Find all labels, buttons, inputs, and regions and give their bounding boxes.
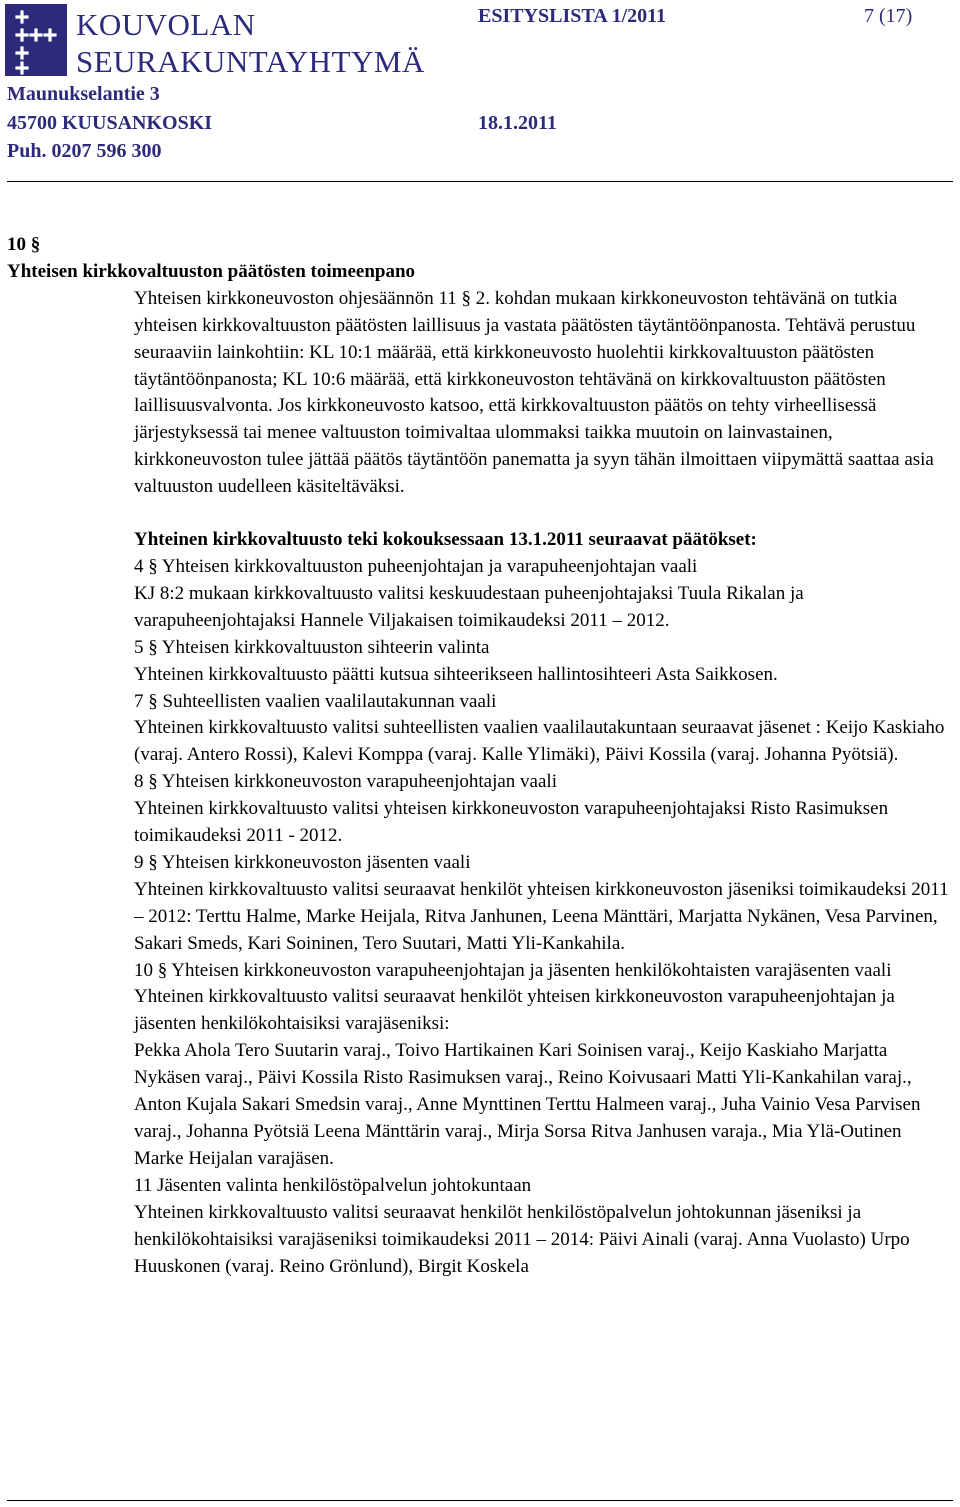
item-text: Yhteinen kirkkovaltuusto valitsi yhteisen kirkkoneuvoston varapuheenjohtajaksi Risto Rasimuksen toimikaudeksi 2011 - 2012.	[134, 798, 889, 847]
item-title: 4 § Yhteisen kirkkovaltuuston puheenjohtajan ja varapuheenjohtajan vaali	[134, 555, 698, 577]
phone-number: Puh. 0207 596 300	[7, 140, 162, 162]
item-title: 7 § Suhteellisten vaalien vaalilautakunnan vaali	[134, 690, 497, 712]
item-text: Yhteinen kirkkovaltuusto valitsi seuraavat henkilöt yhteisen kirkkoneuvoston varapuheenjohtajan ja jäsenten henkilökohtaisiksi varajäseniksi:	[134, 986, 895, 1035]
item-text-substitutes: Pekka Ahola Tero Suutarin varaj., Toivo Hartikainen Kari Soinisen varaj., Keijo Kaskiaho Marjatta Nykäsen varaj., Päivi Kossila Risto Rasimuksen varaj., Reino Koivusaari Matti Yli-Kankahilan varaj., Anton Kujala Sakari Smedsin varaj., Anne Mynttinen Terttu Halmeen varaj., Juha Vainio Vesa Parvisen varaj., Johanna Pyötsiä Leena Mänttärin varaj., Mirja Sorsa Ritva Janhusen varaja., Mia Ylä-Outinen Marke Heijalan varajäsen.	[134, 1040, 921, 1169]
item-title: 9 § Yhteisen kirkkoneuvoston jäsenten vaali	[134, 851, 471, 873]
document-title: ESITYSLISTA 1/2011	[478, 5, 667, 27]
org-name-line2: SEURAKUNTAYHTYMÄ	[76, 44, 425, 79]
cross-logo-icon	[5, 4, 67, 76]
item-title: 10 § Yhteisen kirkkoneuvoston varapuheenjohtajan ja jäsenten henkilökohtaisten varajäsenten vaali	[134, 959, 892, 981]
letterhead	[0, 0, 960, 180]
document-body	[7, 232, 957, 1280]
section-number: 10 §	[7, 234, 41, 255]
page-number: 7 (17)	[864, 5, 913, 27]
item-title: 11 Jäsenten valinta henkilöstöpalvelun johtokuntaan	[134, 1174, 532, 1196]
address-city: 45700 KUUSANKOSKI	[7, 112, 213, 134]
item-text: Yhteinen kirkkovaltuusto päätti kutsua sihteerikseen hallintosihteeri Asta Saikkosen.	[134, 663, 778, 685]
section-body	[134, 286, 955, 1281]
organization-name	[76, 6, 425, 80]
item-text: KJ 8:2 mukaan kirkkovaltuusto valitsi keskuudestaan puheenjohtajaksi Tuula Rikalan ja varapuheenjohtajaksi Hannele Viljakaisen toimikaudeksi 2011 – 2012.	[134, 582, 804, 631]
footer-divider	[7, 1500, 953, 1501]
org-name-line1: KOUVOLAN	[76, 7, 256, 42]
item-title: 8 § Yhteisen kirkkoneuvoston varapuheenjohtajan vaali	[134, 771, 557, 793]
intro-paragraph: Yhteisen kirkkoneuvoston ohjesäännön 11 § 2. kohdan mukaan kirkkoneuvoston tehtävänä on tutkia yhteisen kirkkovaltuuston päätösten laillisuus ja vastata päätösten täytäntöönpanosta. Tehtävä perustuu seuraaviin lainkohtiin: KL 10:1 määrää, että kirkkoneuvosto huolehtii kirkkovaltuuston päätösten täytäntöönpanosta; KL 10:6 määrää, että kirkkoneuvoston tehtävänä on kirkkovaltuuston päätösten laillisuusvalvonta. Jos kirkkoneuvosto katsoo, että kirkkovaltuuston päätös on tehty virheellisessä järjestyksessä tai menee valtuuston toimivaltaa ulommaksi taikka muutoin on lainvastainen, kirkkoneuvoston tulee jättää päätös täytäntöön panematta ja syyn tähän ilmoittaen viipymättä saattaa asia valtuuston uudelleen käsiteltäväksi.	[134, 287, 934, 498]
document-date: 18.1.2011	[478, 112, 557, 134]
address-street: Maunukselantie 3	[7, 83, 160, 105]
item-title: 5 § Yhteisen kirkkovaltuuston sihteerin valinta	[134, 636, 490, 658]
item-text: Yhteinen kirkkovaltuusto valitsi seuraavat henkilöt henkilöstöpalvelun johtokunnan jäseniksi ja henkilökohtaisiksi varajäseniksi toimikaudeksi 2011 – 2014: Päivi Ainali (varaj. Anna Vuolasto) Urpo Huuskonen (varaj. Reino Grönlund), Birgit Koskela	[134, 1201, 910, 1277]
item-text: Yhteinen kirkkovaltuusto valitsi suhteellisten vaalien vaalilautakuntaan seuraavat jäsenet : Keijo Kaskiaho (varaj. Antero Rossi), Kalevi Komppa (varaj. Kalle Ylimäki), Päivi Kossila (varaj. Johanna Pyötsiä).	[134, 717, 945, 766]
item-text: Yhteinen kirkkovaltuusto valitsi seuraavat henkilöt yhteisen kirkkoneuvoston jäseniksi toimikaudeksi 2011 – 2012: Terttu Halme, Marke Heijala, Ritva Janhunen, Leena Mänttäri, Marjatta Nykänen, Vesa Parvinen, Sakari Smeds, Kari Soininen, Tero Suutari, Matti Yli-Kankahila.	[134, 878, 949, 954]
decisions-heading: Yhteinen kirkkovaltuusto teki kokouksessaan 13.1.2011 seuraavat päätökset:	[134, 529, 757, 551]
section-title: Yhteisen kirkkovaltuuston päätösten toimeenpano	[7, 260, 416, 282]
header-divider	[7, 181, 953, 182]
